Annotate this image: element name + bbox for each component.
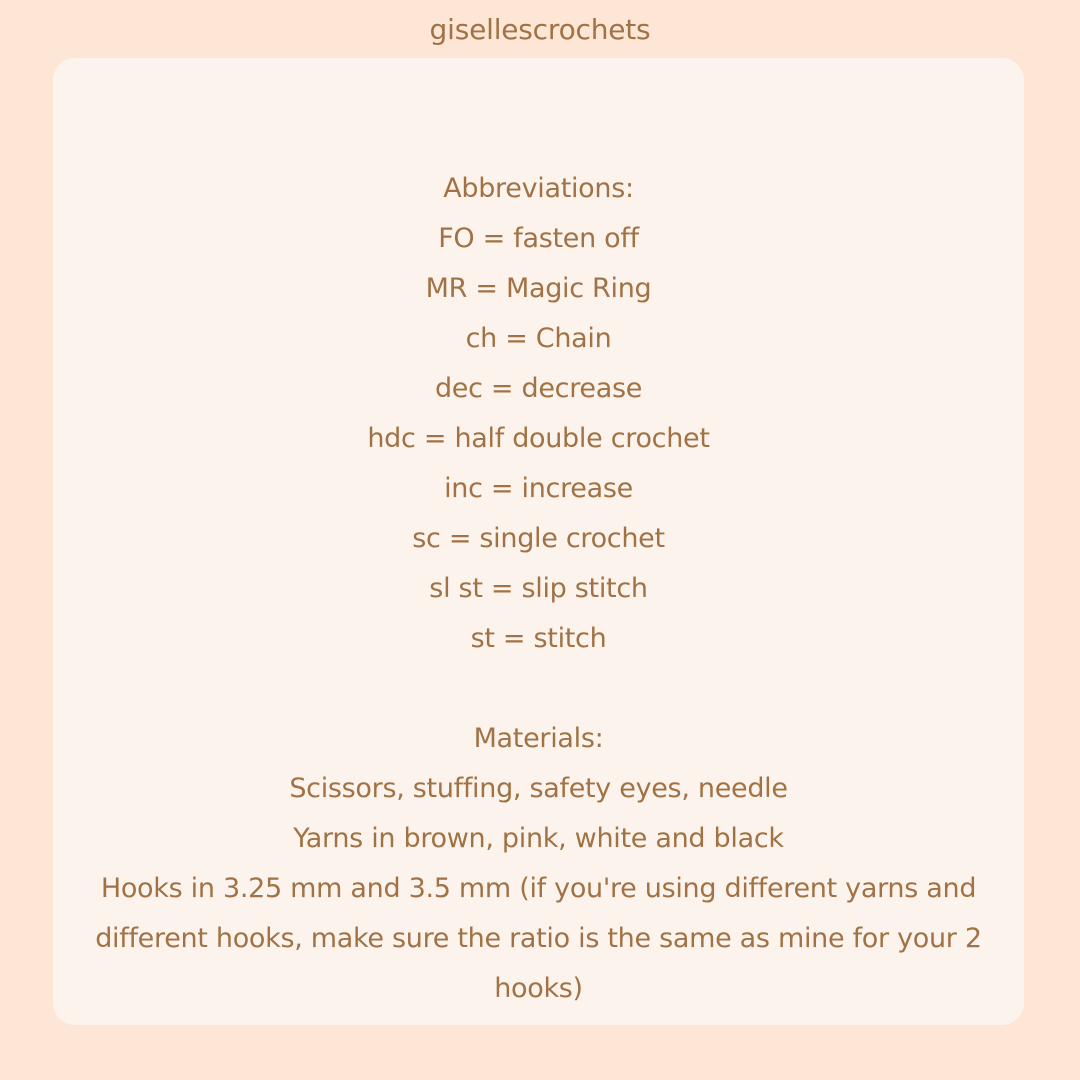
abbreviation-item: sc = single crochet [412,523,665,554]
abbreviation-item: MR = Magic Ring [425,273,652,304]
abbreviation-item: sl st = slip stitch [429,573,648,604]
material-item: Scissors, stuffing, safety eyes, needle [289,773,788,804]
abbreviation-item: dec = decrease [434,373,643,404]
account-username: gisellescrochets [429,13,651,46]
materials-heading: Materials: [473,723,604,754]
card-text [53,164,1024,1014]
hooks-note: Hooks in 3.25 mm and 3.5 mm (if you're using different yarns and different hooks, make sure the ratio is the same as mine for your 2 hooks) [95,873,982,1004]
abbreviation-item: st = stitch [470,623,607,654]
abbreviation-item: FO = fasten off [438,223,639,254]
abbreviation-item: ch = Chain [465,323,612,354]
material-item: Yarns in brown, pink, white and black [293,823,784,854]
section-spacer [53,664,1024,714]
abbreviations-heading: Abbreviations: [443,173,634,204]
abbreviation-item: hdc = half double crochet [367,423,710,454]
abbreviation-item: inc = increase [444,473,633,504]
content-card [53,58,1024,1025]
